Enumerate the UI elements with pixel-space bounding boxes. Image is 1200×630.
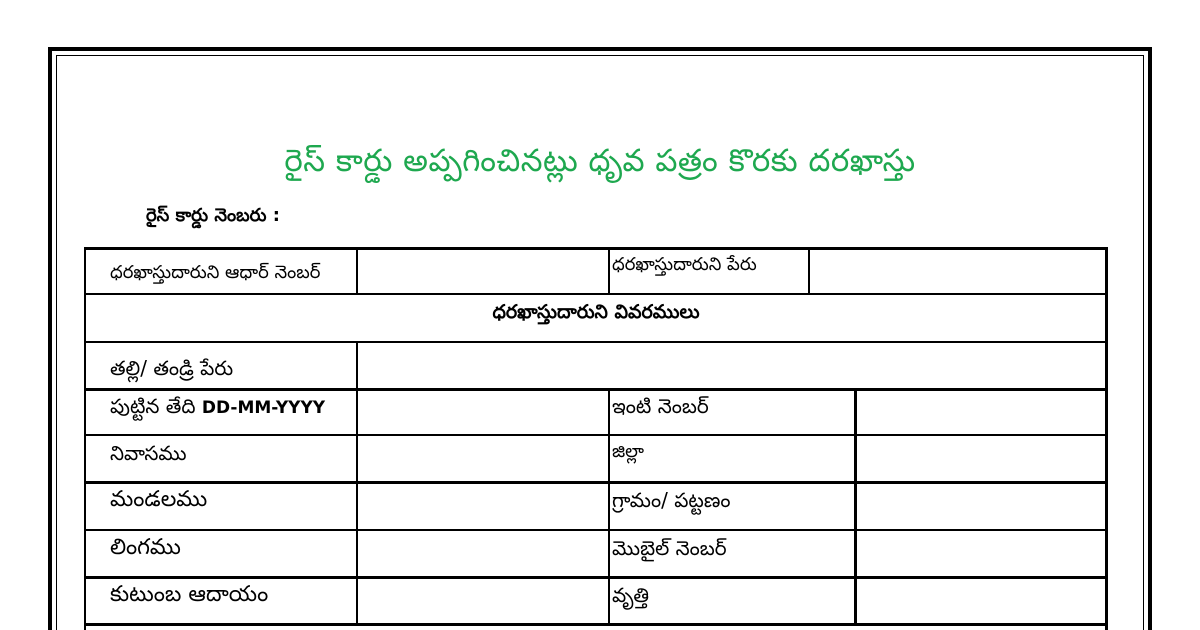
parent-name-label: తల్లి/ తండ్రి పేరు: [110, 356, 234, 380]
occupation-label: వృత్తి: [612, 583, 649, 607]
table-line: [356, 341, 358, 389]
house-number-label: ఇంటి నెంబర్: [612, 394, 709, 418]
district-label: జిల్లా: [612, 441, 645, 462]
table-line: [84, 623, 1108, 626]
table-line: [84, 293, 1108, 295]
section-title: ధరఖాస్తుదారుని వివరములు: [492, 301, 700, 323]
table-line: [84, 388, 1108, 391]
aadhaar-label: ధరఖాస్తుదారుని ఆధార్ నెంబర్: [110, 262, 321, 283]
table-line: [808, 247, 810, 294]
table-line: [608, 388, 610, 625]
village-label: గ్రామం/ పట్టణం: [612, 488, 731, 512]
table-line: [84, 481, 1108, 484]
table-line: [84, 341, 1108, 343]
residence-label: నివాసము: [110, 441, 187, 465]
table-line: [84, 529, 1108, 531]
card-number-label: రైస్ కార్డు నెంబరు :: [146, 205, 280, 226]
dob-label: [110, 396, 325, 417]
dob-format: DD-MM-YYYY: [201, 398, 326, 418]
table-line: [356, 388, 358, 625]
gender-label: లింగము: [110, 535, 181, 560]
table-line: [84, 247, 1108, 250]
applicant-name-label: ధరఖాస్తుదారుని పేరు: [612, 254, 757, 275]
income-label: కుటుంబ ఆదాయం: [110, 582, 269, 607]
dob-label-text: పుట్టిన తేది: [110, 394, 196, 418]
mandal-label: మండలము: [110, 487, 208, 512]
table-line: [854, 388, 857, 625]
table-line: [84, 434, 1108, 436]
mobile-label: మొబైల్ నెంబర్: [612, 536, 727, 560]
table-line: [608, 247, 610, 294]
document-title: రైస్ కార్డు అప్పగించినట్లు ధృవ పత్రం కొరకు దరఖాస్తు: [284, 143, 916, 179]
table-line: [84, 576, 1108, 579]
table-line: [356, 247, 358, 294]
